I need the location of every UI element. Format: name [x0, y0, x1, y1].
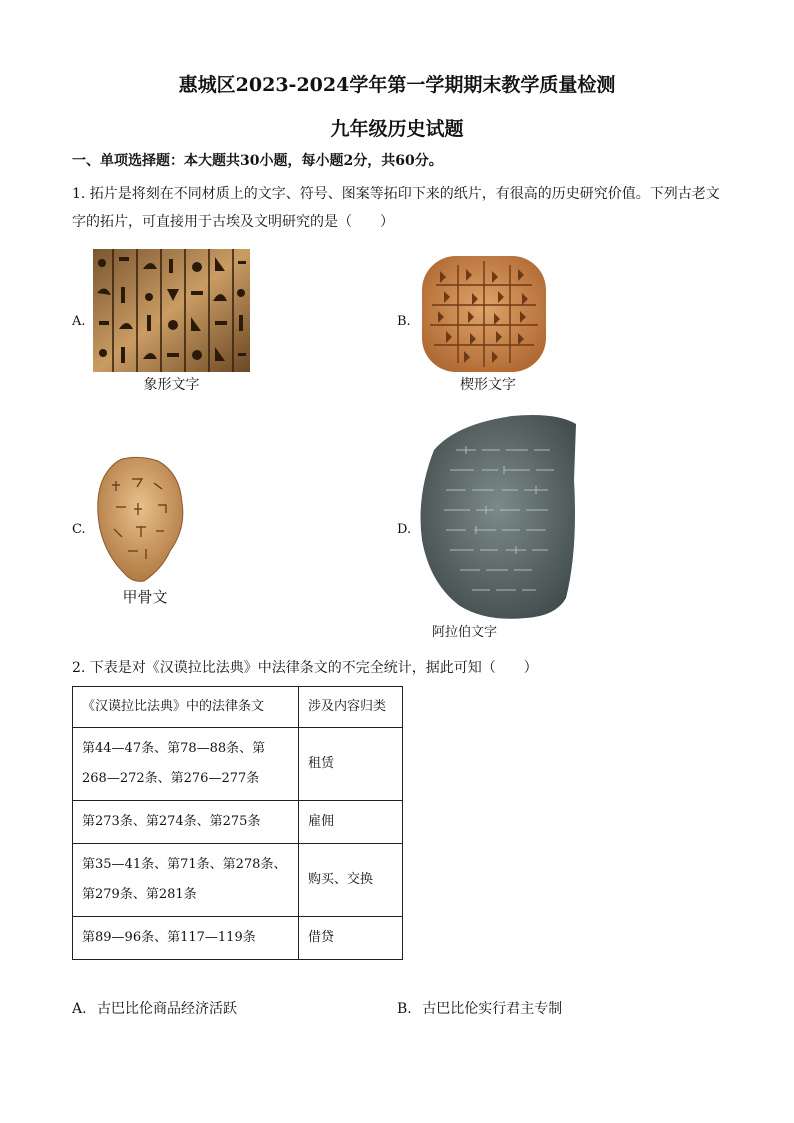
q2-option-b-text: 古巴比伦实行君主专制 [422, 1001, 563, 1017]
table-header-row [73, 687, 403, 728]
q1-option-d-caption: 阿拉伯文字 [432, 625, 498, 640]
table-cell: 租赁 [299, 728, 403, 801]
table-cell: 第273条、第274条、第275条 [73, 801, 299, 844]
law-statistics-table [72, 686, 403, 960]
q1-option-b-letter: B. [397, 314, 411, 329]
table-header-cell: 《汉谟拉比法典》中的法律条文 [73, 687, 299, 728]
page-title: 惠城区2023-2024学年第一学期期末教学质量检测 [178, 74, 616, 96]
table-row [73, 917, 403, 960]
q1-option-c-caption: 甲骨文 [122, 588, 168, 606]
hieroglyph-image [93, 249, 250, 372]
table-cell: 借贷 [299, 917, 403, 960]
table-cell: 第89—96条、第117—119条 [73, 917, 299, 960]
stone-rubbing-image [416, 410, 579, 642]
q2-option-a-text: 古巴比伦商品经济活跃 [97, 1001, 238, 1017]
table-cell: 购买、交换 [299, 844, 403, 917]
q1-option-d-letter: D. [397, 522, 412, 537]
question-2-stem: 2. 下表是对《汉谟拉比法典》中法律条文的不完全统计，据此可知（ ） [72, 660, 538, 676]
q2-option-a-letter: A. [72, 1001, 87, 1017]
q2-option-b [397, 998, 562, 1018]
cuneiform-tablet-image [418, 253, 550, 375]
page-subtitle: 九年级历史试题 [330, 118, 464, 140]
section-heading: 一、单项选择题：本大题共30小题，每小题2分，共60分。 [72, 153, 443, 169]
table-header-cell: 涉及内容归类 [299, 687, 403, 728]
table-cell: 第44—47条、第78—88条、第268—272条、第276—277条 [73, 728, 299, 801]
table-row [73, 728, 403, 801]
q1-option-b-caption: 楔形文字 [460, 377, 516, 393]
oracle-bone-image [92, 455, 188, 585]
q1-option-a-caption: 象形文字 [143, 377, 200, 393]
q2-option-a [72, 998, 237, 1018]
table-row [73, 801, 403, 844]
question-1-stem: 1. 拓片是将刻在不同材质上的文字、符号、图案等拓印下来的纸片，有很高的历史研究价值。下列古老文字的拓片，可直接用于古埃及文明研究的是（ ） [72, 186, 720, 230]
q1-option-a-letter: A. [72, 314, 86, 329]
table-row [73, 844, 403, 917]
table-cell: 雇佣 [299, 801, 403, 844]
q1-option-c-letter: C. [72, 522, 86, 537]
q2-option-b-letter: B. [397, 1001, 412, 1017]
table-cell: 第35—41条、第71条、第278条、第279条、第281条 [73, 844, 299, 917]
